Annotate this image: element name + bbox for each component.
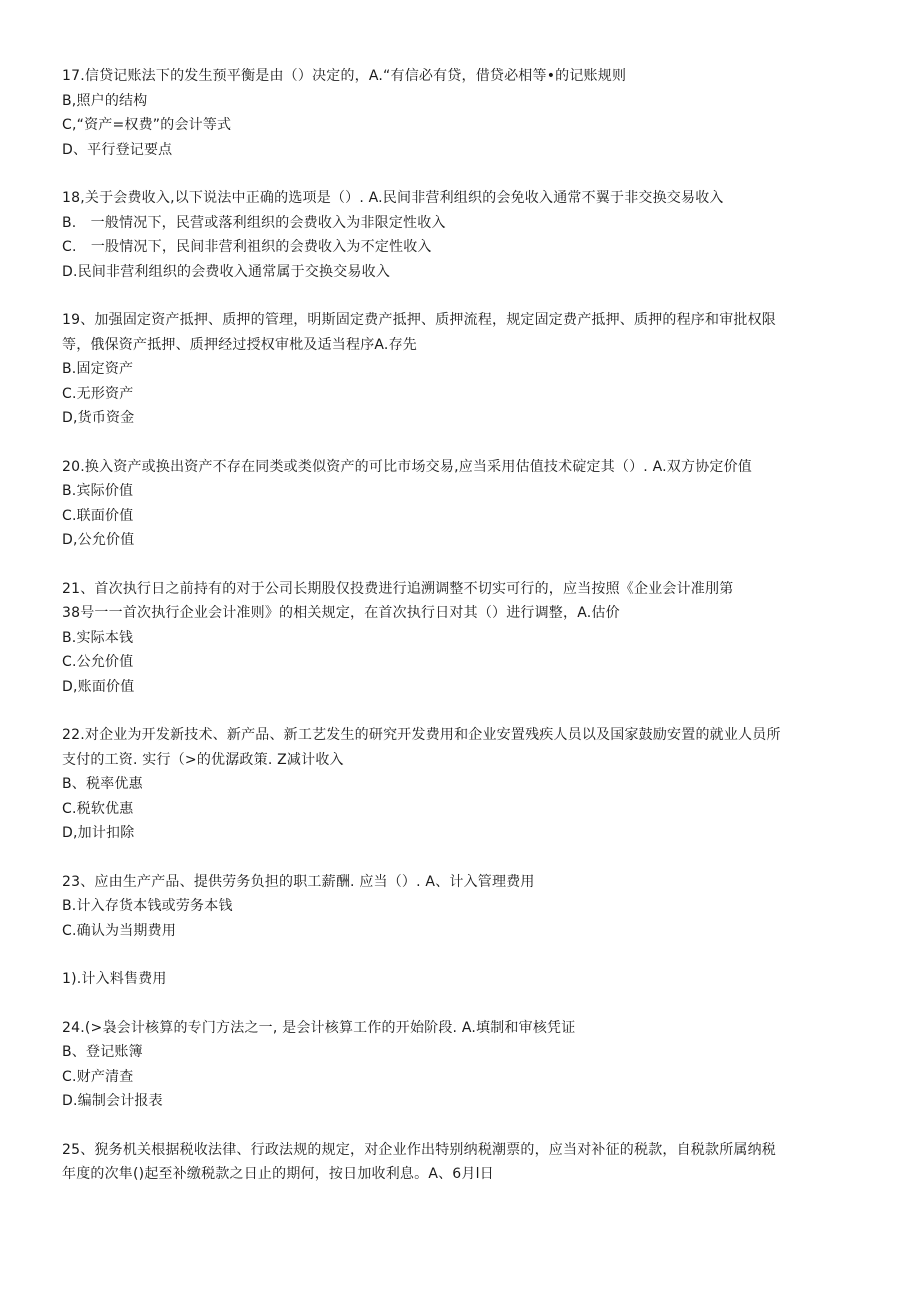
question-20 xyxy=(62,455,852,553)
question-18 xyxy=(62,186,852,284)
question-20-option-b: B.宾际价值 xyxy=(62,483,134,499)
question-21-option-c: C.公允价值 xyxy=(62,654,134,670)
question-18-stem: 18,关于会费收入,以下说法中正确的选项是（）. A.民间非营利组织的会免收入通常不翼于非交换交易收入 xyxy=(62,190,724,206)
question-20-stem: 20.换入资产或换出资产不存在同类或类似资产的可比市场交易,应当采用估值技术碇定其（）. A.双方协定价值 xyxy=(62,458,752,475)
question-22-option-b: B、税率优惠 xyxy=(62,776,143,792)
question-25-stem-line-2: 年度的次隼()起至补缴税款之日止的期何，按日加收利息。A、6月l日 xyxy=(62,1166,494,1182)
question-19-option-c: C.无形资产 xyxy=(62,385,134,402)
question-22-option-d: D,加计扣除 xyxy=(62,825,135,841)
question-19-option-d: D,货币资金 xyxy=(62,410,135,426)
question-17-option-c: C,“资产=权费”的会计等式 xyxy=(62,117,232,133)
question-24-option-b: B、登记账簿 xyxy=(62,1044,143,1060)
question-22-stem-line-1: 22.对企业为开发新技术、新产品、新工艺发生的研究开发费用和企业安置残疾人员以及国家鼓励安置的就业人员所 xyxy=(62,727,781,743)
question-19 xyxy=(62,308,852,431)
question-17-stem: 17.信贷记账法下的发生预平衡是由（）决定的，A.“有信必有贷，借贷必相等•的记账规则 xyxy=(62,68,627,84)
question-23-stem: 23、应由生产产品、提供劳务负担的职工薪酬. 应当（）. A、计入管理费用 xyxy=(62,873,535,890)
question-23-option-d-block xyxy=(62,967,852,992)
question-22-stem-line-2: 支付的工资. 实行（>的优潺政策. Z减计收入 xyxy=(62,751,344,768)
question-25 xyxy=(62,1138,852,1187)
question-20-option-c: C.联面价值 xyxy=(62,507,134,524)
question-22 xyxy=(62,723,852,846)
question-21-option-d: D,账面价值 xyxy=(62,678,135,695)
question-17-option-d: D、平行登记要点 xyxy=(62,141,173,158)
question-19-option-b: B.固定资产 xyxy=(62,361,134,377)
question-25-stem-line-1: 25、猊务机关根据税收法律、行政法规的规定，对企业作出特别纳税潮票的，应当对补征的税款，自税款所属纳税 xyxy=(62,1141,777,1158)
question-23-option-d: 1).计入料售费用 xyxy=(62,971,167,987)
question-23 xyxy=(62,870,852,944)
question-17 xyxy=(62,64,852,162)
question-21 xyxy=(62,577,852,700)
question-22-option-c: C.税软优惠 xyxy=(62,800,134,817)
question-24-option-d: D.编制会计报表 xyxy=(62,1093,163,1109)
question-19-stem-line-1: 19、加强固定资产抵押、质押的管理，明斯固定费产抵押、质押流程，规定固定费产抵押、质押的程序和审批权限 xyxy=(62,312,777,328)
question-19-stem-line-2: 等，俄保资产抵押、质押经过授权审枇及适当程序A.存先 xyxy=(62,336,417,353)
question-24 xyxy=(62,1016,852,1114)
question-20-option-d: D,公允价值 xyxy=(62,532,135,548)
question-17-option-b: B,照户的结构 xyxy=(62,92,148,109)
question-18-option-d: D.民间非营利组织的会费收入通常属于交换交易收入 xyxy=(62,263,391,280)
question-21-stem-line-1: 21、首次执行日之前持有的对于公司长期股仅投费进行追溯调整不切实可行的，应当按照《企业会计准刖第 xyxy=(62,580,734,597)
question-21-stem-line-2: 38号一一首次执行企业会计准则》的相关规定，在首次执行日对其（）进行调整，A.估价 xyxy=(62,605,620,621)
question-18-option-c: C. 一股情况下，民间非营利祖织的会费收入为不定性收入 xyxy=(62,239,432,255)
question-23-option-b: B.计入存货本钱或劳务本钱 xyxy=(62,898,233,914)
question-24-option-c: C.财产清查 xyxy=(62,1068,134,1085)
question-18-option-b: B. 一般情况下，民营或落利组织的会费收入为非限定性收入 xyxy=(62,214,446,231)
question-24-stem: 24.(>袅会计核算的专门方法之一, 是会计核算工作的开始阶段. A.填制和审核凭证 xyxy=(62,1019,576,1036)
document-page xyxy=(62,64,852,1211)
question-23-option-c: C.确认为当期费用 xyxy=(62,922,177,939)
question-21-option-b: B.实际本钱 xyxy=(62,629,134,646)
